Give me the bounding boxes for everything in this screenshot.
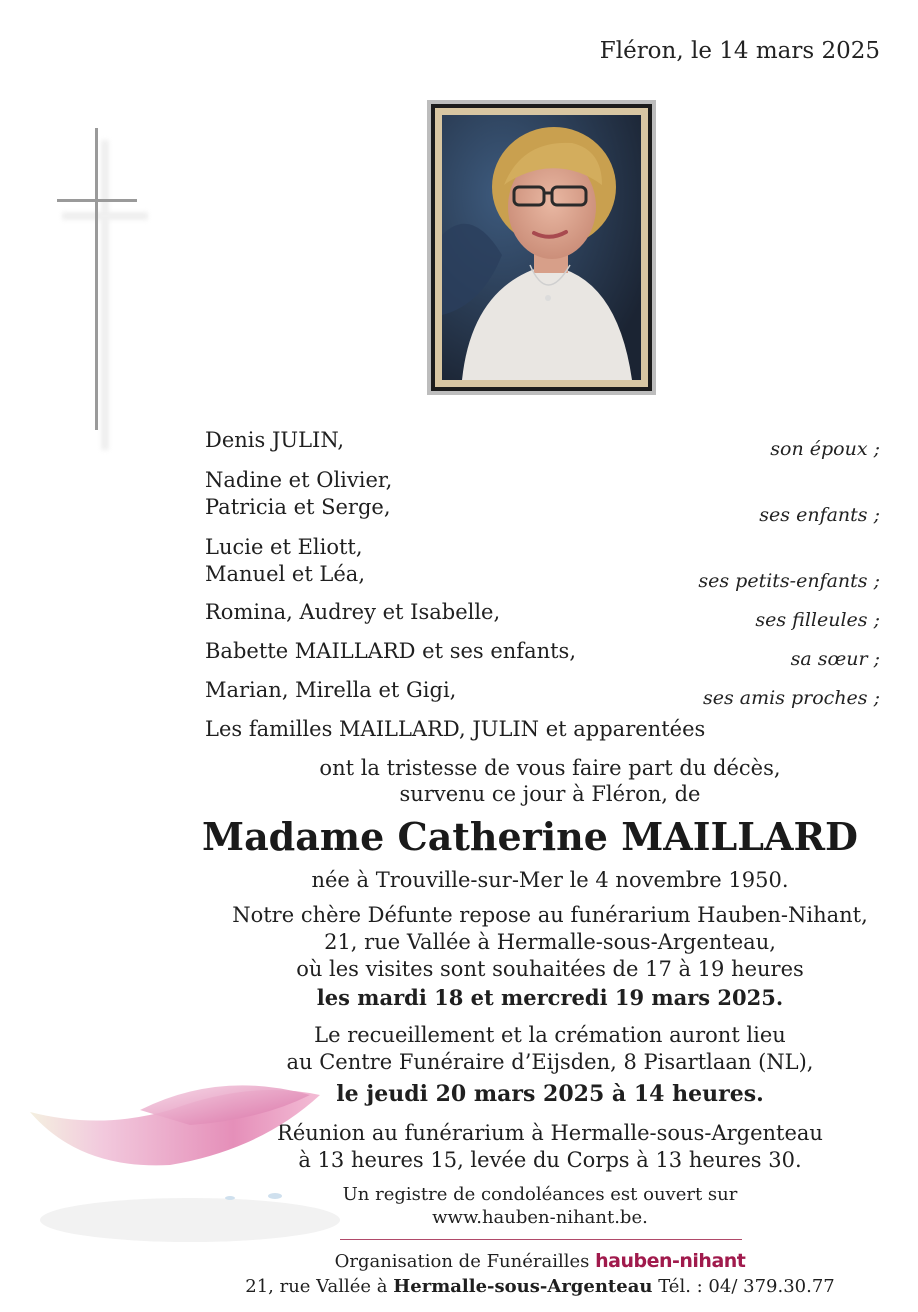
family-name: Patricia et Serge, [205,495,391,519]
announcement-line: survenu ce jour à Fléron, de [399,782,701,806]
ceremony-line: Le recueillement et la crémation auront lieu [314,1023,786,1047]
registry-line: Un registre de condoléances est ouvert sur [342,1184,738,1205]
family-relation: sa sœur ; [790,648,880,670]
family-relation: ses filleules ; [755,609,880,631]
date-line: Fléron, le 14 mars 2025 [599,38,880,64]
footer-organisation [190,1250,890,1273]
ceremony-line: Réunion au funérarium à Hermalle-sous-Argenteau [277,1121,823,1145]
visitation-line: où les visites sont souhaitées de 17 à 19 heures [296,957,804,981]
deceased-name: Madame Catherine MAILLARD [202,814,858,859]
family-relation: ses amis proches ; [703,687,880,709]
ceremony-date: le jeudi 20 mars 2025 à 14 heures. [336,1081,764,1107]
family-name: Les familles MAILLARD, JULIN et apparentées [205,717,706,741]
ceremony-line: à 13 heures 15, levée du Corps à 13 heures 30. [298,1148,802,1172]
phone-number: Tél. : 04/ 379.30.77 [658,1276,835,1297]
visitation-line: 21, rue Vallée à Hermalle-sous-Argenteau, [324,930,776,954]
address-prefix: 21, rue Vallée à [245,1276,388,1297]
lotus-petal-image [20,1070,350,1270]
family-relation: ses enfants ; [759,504,880,526]
brand-logo: hauben-nihant [595,1250,746,1272]
visitation-line: Notre chère Défunte repose au funérarium Hauben-Nihant, [232,903,868,927]
portrait-photo [442,115,641,380]
announcement-line: ont la tristesse de vous faire part du décès, [319,756,781,780]
visitation-dates: les mardi 18 et mercredi 19 mars 2025. [316,985,784,1010]
family-name: Lucie et Eliott, [205,535,363,559]
birth-line: née à Trouville-sur-Mer le 4 novembre 1950. [311,868,789,892]
divider [340,1239,742,1240]
family-name: Babette MAILLARD et ses enfants, [205,639,577,663]
org-label: Organisation de Funérailles [334,1251,590,1272]
family-name: Denis JULIN, [205,428,345,452]
family-name: Romina, Audrey et Isabelle, [205,600,501,624]
portrait-frame [427,100,656,395]
address-city: Hermalle-sous-Argenteau [393,1276,653,1297]
footer-address [190,1275,890,1298]
family-relation: son époux ; [770,438,880,460]
family-name: Marian, Mirella et Gigi, [205,678,457,702]
registry-url[interactable]: www.hauben-nihant.be. [432,1207,648,1228]
family-name: Nadine et Olivier, [205,468,393,492]
family-relation: ses petits-enfants ; [698,570,880,592]
ceremony-line: au Centre Funéraire d’Eijsden, 8 Pisartlaan (NL), [286,1050,814,1074]
family-name: Manuel et Léa, [205,562,366,586]
